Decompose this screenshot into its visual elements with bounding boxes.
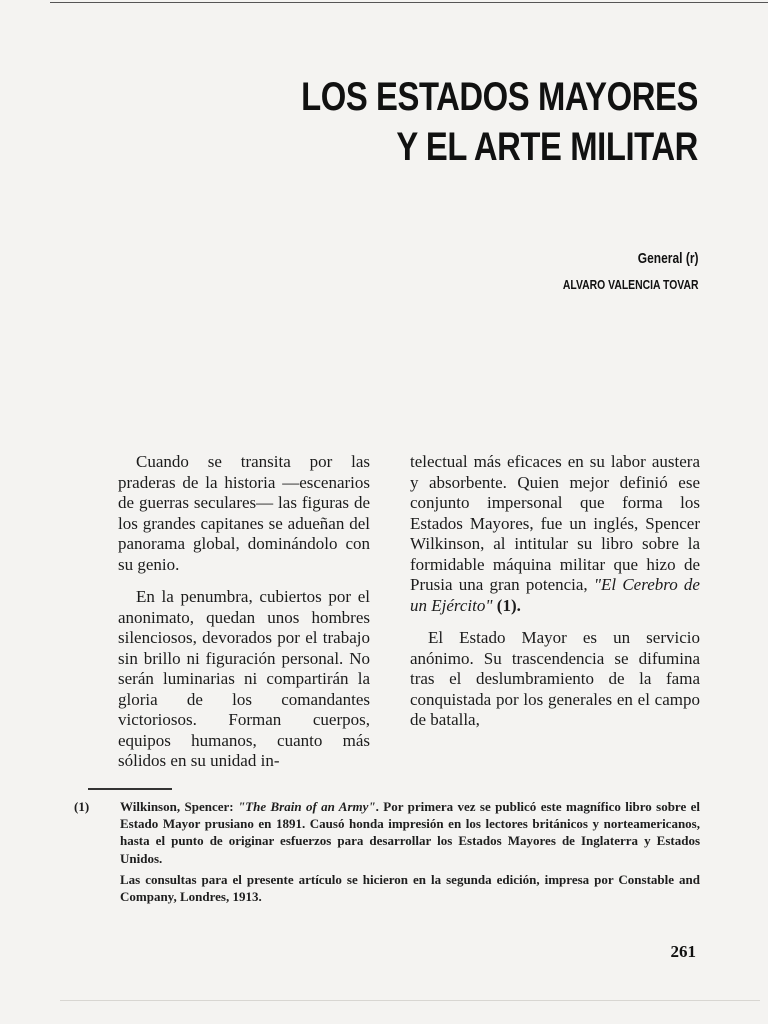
paragraph-text: telectual más eficaces en su labor austera y absorbente. Quien mejor definió ese conjunto impersonal que forma los Estados Mayores, fue un inglés, Spencer Wilkinson, al intitular su libro sobre la formidable máquina militar que hizo de Prusia una gran potencia, — [410, 452, 700, 594]
footnote-italic: "The Brain of an Army" — [237, 799, 376, 814]
title-line-1: LOS ESTADOS MAYORES — [301, 75, 698, 119]
article-title — [301, 72, 698, 172]
author-rank: General (r) — [637, 250, 698, 267]
footnotes — [74, 798, 700, 905]
footnote-rule — [88, 788, 172, 790]
scan-edge — [60, 1000, 760, 1001]
footnote-note: Las consultas para el presente artículo se hicieron en la segunda edición, impresa por Constable and Company, Londres, 1913. — [120, 871, 700, 905]
right-column — [410, 452, 700, 743]
paragraph: El Estado Mayor es un servicio anónimo. Su trascendencia se difumina tras el deslumbramiento de la fama conquistada por los generales en el campo de batalla, — [410, 628, 700, 729]
footnote-text — [120, 798, 700, 867]
left-column — [118, 452, 370, 784]
footnote-text-part: . Por primera vez se publicó este magnífico libro sobre el Estado Mayor prusiano en 1891. Causó honda impresión en los lectores británicos y norteamericanos, hasta el punto de originar esfuerzos para desarrollar los Estados Mayores de Inglaterra y Estados Unidos. — [120, 799, 700, 866]
byline — [562, 246, 698, 298]
paragraph: Cuando se transita por las praderas de la historia —escenarios de guerras seculares— las figuras de los grandes capitanes se adueñan del panorama global, dominándolo con su genio. — [118, 452, 370, 574]
page-number: 261 — [670, 942, 696, 961]
author-name: ALVARO VALENCIA TOVAR — [562, 277, 698, 292]
paragraph: En la penumbra, cubiertos por el anonimato, quedan unos hombres silenciosos, devorados por el trabajo sin brillo ni figuración personal. No serán luminarias ni compartirán la gloria de los comandantes victoriosos. Forman cuerpos, equipos humanos, cuanto más sólidos en su unidad in- — [118, 587, 370, 770]
footnote-number: (1) — [74, 799, 90, 814]
top-rule — [50, 2, 768, 3]
footnote-reference: (1). — [492, 595, 521, 615]
footnote-text-part: Wilkinson, Spencer: — [120, 799, 238, 814]
title-line-2: Y EL ARTE MILITAR — [396, 125, 698, 169]
paragraph — [410, 452, 700, 616]
footnote-1 — [74, 798, 700, 867]
book-title-italic: "El Cerebro de un Ejército" — [410, 575, 700, 615]
